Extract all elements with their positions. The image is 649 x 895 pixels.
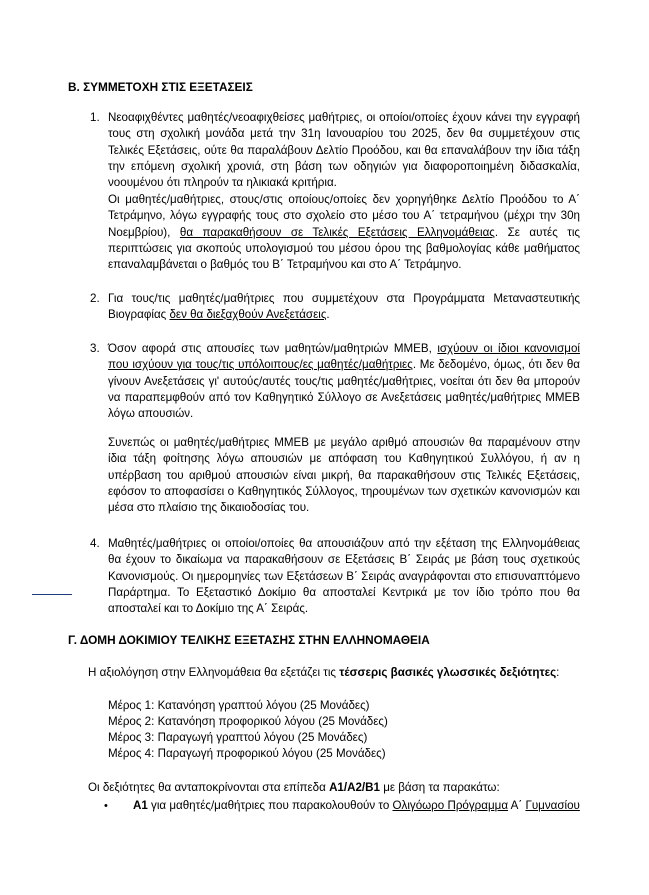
item-4-number: 4. [90, 537, 100, 550]
item-3-paragraph-2: Συνεπώς οι μαθητές/μαθήτριες ΜΜΕΒ με μεγάλο αριθμό απουσιών θα παραμένουν στην ίδια τάξη φοίτησης λόγω απουσιών με απόφαση του Καθηγητικού Συλλόγου, ή αν η υπέρβαση του αριθμού απουσιών είναι μικρή, θα παρακαθήσουν στις Τελικές Εξετάσεις, εφόσον το αποφασίσει ο Καθηγητικός Σύλλογος, τηρουμένων των σχετικών κανονισμών και μέσα στο πλαίσιο της δικαιοδοσίας του. [108, 436, 580, 515]
exam-parts-list [108, 698, 388, 762]
exam-part-4: Μέρος 4: Παραγωγή προφορικού λόγου (25 Μονάδες) [108, 747, 386, 760]
item-1-number: 1. [90, 111, 100, 124]
exam-part-1: Μέρος 1: Κατανόηση γραπτού λόγου (25 Μονάδες) [108, 699, 370, 712]
item-2-number: 2. [90, 292, 100, 305]
item-1-paragraph-2 [108, 192, 580, 273]
item-3-p1-text-b: . Με δεδομένο, όμως, ότι δεν θα γίνουν Ανεξετάσεις γι' αυτούς/αυτές τους/τις μαθητές/μαθήτριες, νοείται ότι δεν θα μπορούν να παραπεμφθούν από τον Καθηγητικό Σύλλογο σε Ανεξετάσεις μαθητές/μαθήτριες ΜΜΕΒ λόγω απουσιών. [108, 358, 580, 421]
section-b-heading: Β. ΣΥΜΜΕΤΟΧΗ ΣΤΙΣ ΕΞΕΤΑΣΕΙΣ [68, 80, 253, 94]
item-3-p1-underlined: ισχύουν οι ίδιοι κανονισμοί που ισχύουν για τους/τις υπόλοιπους/ες μαθητές/μαθήτριες [108, 342, 580, 372]
exam-part-2: Μέρος 2: Κατανόηση προφορικού λόγου (25 Μονάδες) [108, 715, 388, 728]
intro-text-a: Η αξιολόγηση στην Ελληνομάθεια θα εξετάζει τις [88, 666, 340, 679]
margin-rule [32, 594, 72, 595]
bullet-symbol: • [104, 800, 108, 812]
item-2-underlined: δεν θα διεξαχθούν Ανεξετάσεις [169, 308, 327, 322]
section-c-heading: Γ. ΔΟΜΗ ΔΟΚΙΜΙΟΥ ΤΕΛΙΚΗΣ ΕΞΕΤΑΣΗΣ ΣΤΗΝ ΕΛΛΗΝΟΜΑΘΕΙΑ [68, 633, 430, 647]
bullet-a1-text-a: για μαθητές/μαθήτριες που παρακολουθούν το [147, 799, 393, 812]
item-1-paragraph-1: Νεοαφιχθέντες μαθητές/νεοαφιχθείσες μαθήτριες, οι οποίοι/οποίες έχουν κάνει την εγγραφή τους στη σχολική μονάδα μετά την 31η Ιανουαρίου του 2025, δεν θα συμμετέχουν στις Τελικές Εξετάσεις, ούτε θα παραλάβουν Δελτίο Προόδου, και θα επαναλάβουν την ίδια τάξη την επόμενη σχολική χρονιά, στη βάση των οδηγιών για διαφοροποιημένη διδασκαλία, νοουμένου ότι πληρούν τα ηλικιακά κριτήρια. [108, 111, 580, 190]
bullet-a1-bold: Α1 [133, 799, 148, 812]
item-1-p2-text-a: Οι μαθητές/μαθήτριες, στους/στις οποίους/οποίες δεν χορηγήθηκε Δελτίο Προόδου το Α΄ Τετράμηνο, λόγω εγγραφής τους στο σχολείο στο μέσο του Α΄ τετραμήνου (μέχρι την 30η Νοεμβρίου), [108, 193, 580, 239]
bullet-a1-text [133, 798, 580, 814]
item-3-number: 3. [90, 342, 100, 355]
item-4-paragraph: Μαθητές/μαθήτριες οι οποίοι/οποίες θα απουσιάζουν από την εξέταση της Ελληνομάθειας θα έχουν το δικαίωμα να παρακαθήσουν σε Εξετάσεις Β΄ Σειράς με βάση τους σχετικούς Κανονισμούς. Οι ημερομηνίες των Εξετάσεων Β΄ Σειράς αναγράφονται στο επισυναπτόμενο Παράρτημα. Το Εξεταστικό Δοκίμιο θα αποσταλεί Κεντρικά με τον ίδιο τρόπο που θα αποσταλεί και το Δοκίμιο της Α΄ Σειράς. [108, 537, 580, 616]
item-1-p2-underlined: θα παρακαθήσουν σε Τελικές Εξετάσεις Ελληνομάθειας [179, 225, 495, 239]
levels-bold: Α1/Α2/Β1 [329, 781, 380, 794]
item-3-paragraph-1 [108, 341, 580, 422]
intro-skills-bold: τέσσερις βασικές γλωσσικές δεξιότητες [339, 666, 557, 679]
item-3-p1-text-a: Όσον αφορά στις απουσίες των μαθητών/μαθητριών ΜΜΕΒ, [108, 342, 438, 355]
levels-sentence [88, 780, 500, 796]
item-2-text-b: . [326, 308, 330, 322]
bullet-a1-underlined-school: Γυμνασίου [525, 799, 580, 812]
levels-text-a: Οι δεξιότητες θα ανταποκρίνονται στα επίπεδα [88, 781, 330, 794]
item-2-paragraph [108, 291, 580, 324]
bullet-a1-text-c: Α΄ [508, 799, 526, 812]
item-1-p2-text-b: . Σε αυτές τις περιπτώσεις για σκοπούς υπολογισμού του μέσου όρου της βαθμολογίας κάθε μαθήματος επαναλαμβάνεται ο βαθμός του Β΄ Τετραμήνου και στο Α΄ Τετράμηνο. [108, 225, 581, 272]
exam-part-3: Μέρος 3: Παραγωγή γραπτού λόγου (25 Μονάδες) [108, 731, 368, 744]
bullet-a1-underlined-program: Ολιγόωρο Πρόγραμμα [392, 799, 509, 812]
item-2-text-a: Για τους/τις μαθητές/μαθήτριες που συμμετέχουν στα Προγράμματα Μεταναστευτικής Βιογραφίας [108, 292, 580, 322]
levels-text-c: με βάση τα παρακάτω: [379, 781, 500, 794]
intro-text-c: : [556, 666, 560, 679]
assessment-intro [88, 665, 580, 681]
